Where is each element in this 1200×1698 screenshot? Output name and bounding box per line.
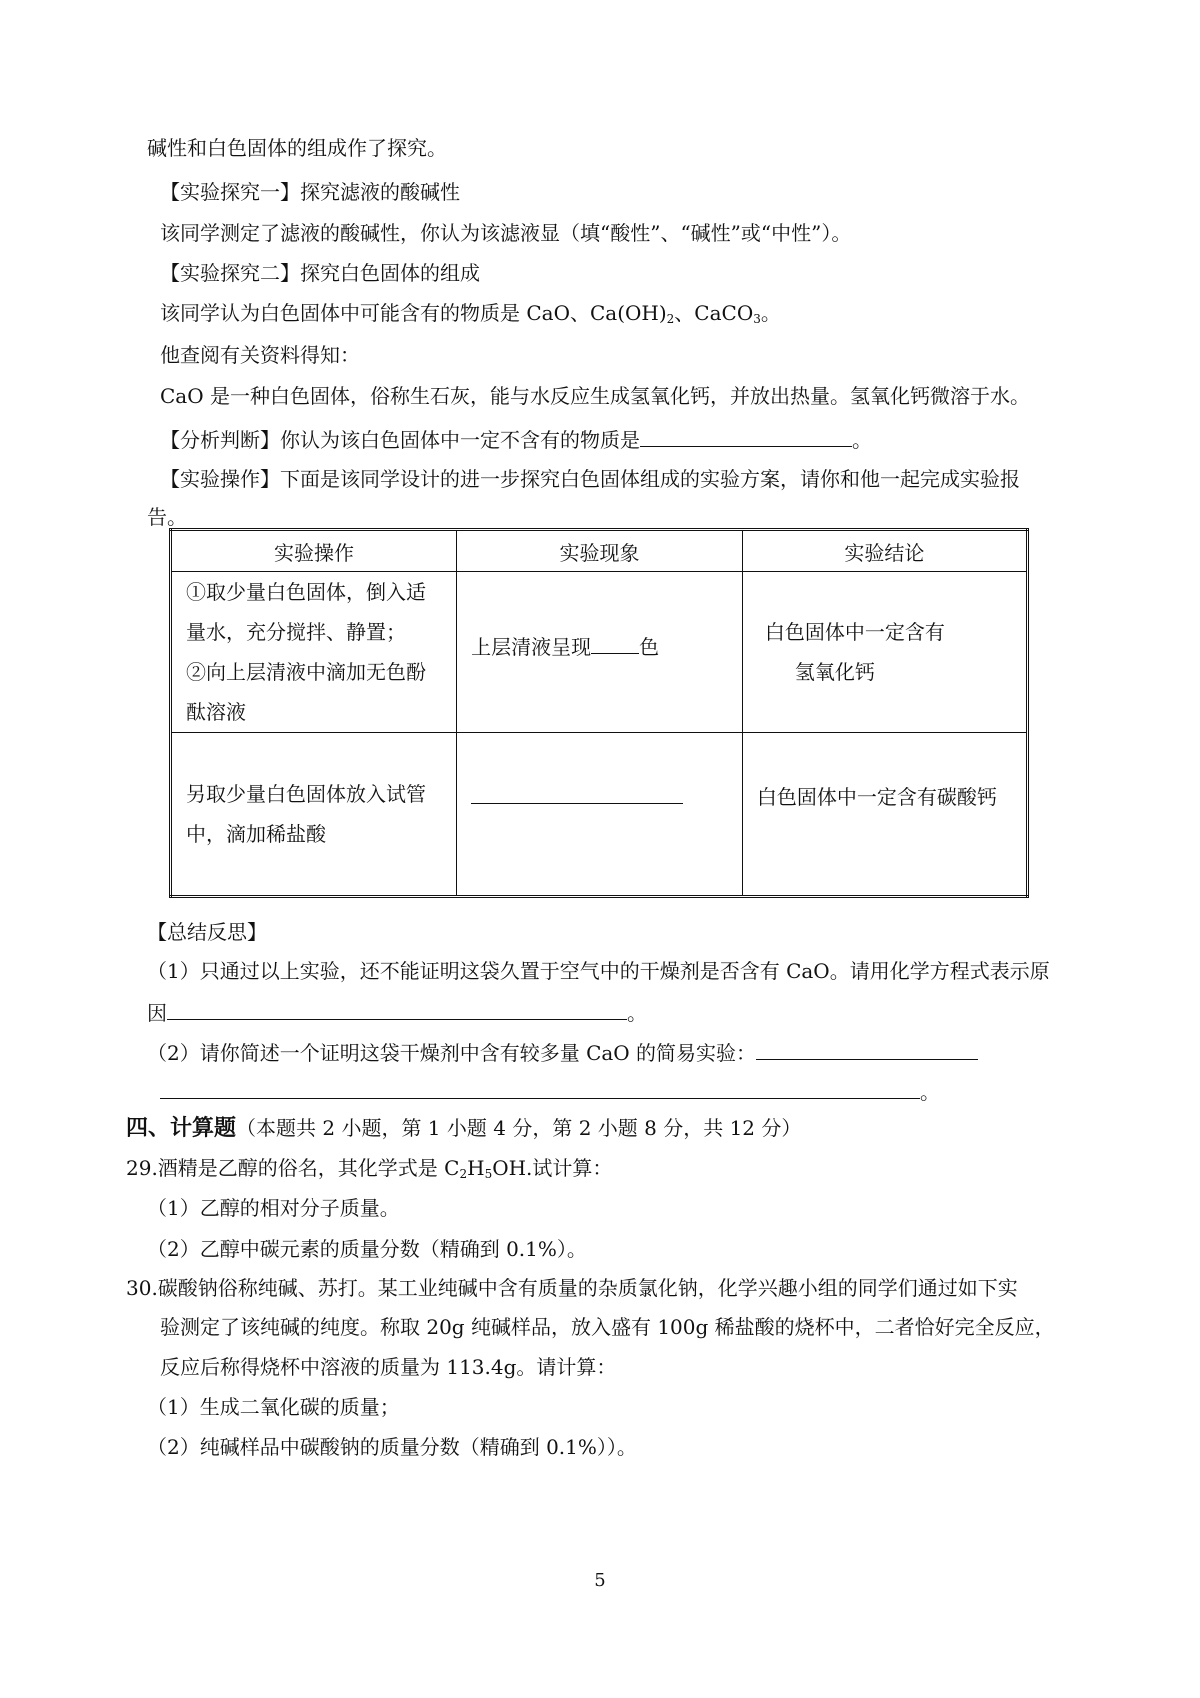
text-line: 【实验探究一】探究滤液的酸碱性 xyxy=(160,180,460,204)
answer-blank[interactable] xyxy=(471,781,683,804)
text-line-with-blank: 。 xyxy=(160,1076,940,1106)
text-line-formula: 该同学认为白色固体中可能含有的物质是 CaO、$Ca(OH)_2$、CaCO$_3$。 xyxy=(160,301,781,326)
summary-title: 【总结反思】 xyxy=(147,920,267,944)
table-header-cell: 实验现象 xyxy=(457,530,743,572)
text-line: （1）生成二氧化碳的质量； xyxy=(147,1395,400,1419)
answer-blank[interactable] xyxy=(640,424,852,447)
operation-cell: 另取少量白色固体放入试管 中，滴加稀盐酸 xyxy=(171,733,457,897)
text-line: （2）纯碱样品中碳酸钠的质量分数（精确到 0.1%））。 xyxy=(147,1435,637,1459)
operation-cell: ①取少量白色固体，倒入适 量水，充分搅拌、静置； ②向上层清液中滴加无色酚 酞溶液 xyxy=(171,572,457,733)
conclusion-cell: 白色固体中一定含有 氢氧化钙 xyxy=(742,572,1027,733)
table-header-row xyxy=(171,530,1028,572)
text-line: （1）乙醇的相对分子质量。 xyxy=(147,1196,400,1220)
text-line: （2）乙醇中碳元素的质量分数（精确到 0.1%）。 xyxy=(147,1237,587,1261)
text-line: 30.碳酸钠俗称纯碱、苏打。某工业纯碱中含有质量的杂质氯化钠，化学兴趣小组的同学们通过如下实 xyxy=(126,1276,1018,1300)
table-row xyxy=(171,733,1028,897)
text-line-with-blank: 【分析判断】你认为该白色固体中一定不含有的物质是 。 xyxy=(160,424,872,454)
text-line: 反应后称得烧杯中溶液的质量为 113.4g。请计算： xyxy=(160,1355,617,1379)
answer-blank[interactable] xyxy=(167,997,627,1020)
text-line: 碱性和白色固体的组成作了探究。 xyxy=(147,136,447,160)
table-header-cell: 实验结论 xyxy=(742,530,1027,572)
text-line: 验测定了该纯碱的纯度。称取 20g 纯碱样品，放入盛有 100g 稀盐酸的烧杯中，二者恰好完全反应， xyxy=(160,1315,1055,1339)
text-line-with-blank: 因 。 xyxy=(147,997,647,1027)
phenomenon-cell xyxy=(457,733,743,897)
conclusion-cell: 白色固体中一定含有碳酸钙 xyxy=(742,733,1027,897)
answer-blank[interactable] xyxy=(756,1037,978,1060)
answer-blank[interactable] xyxy=(591,631,639,654)
text-line: 【实验操作】下面是该同学设计的进一步探究白色固体组成的实验方案，请你和他一起完成实验报 xyxy=(160,467,1020,491)
answer-blank[interactable] xyxy=(160,1076,920,1099)
table-header-cell: 实验操作 xyxy=(171,530,457,572)
question-29-stem: 29.酒精是乙醇的俗名，其化学式是 $C_2H_5OH$.试计算： xyxy=(126,1156,613,1181)
text-line: （1）只通过以上实验，还不能证明这袋久置于空气中的干燥剂是否含有 CaO。请用化学方程式表示原 xyxy=(147,959,1050,983)
experiment-table xyxy=(169,528,1029,898)
text-line: 【实验探究二】探究白色固体的组成 xyxy=(160,261,480,285)
text-line: 他查阅有关资料得知： xyxy=(160,343,360,367)
text-line: 告。 xyxy=(147,505,187,529)
text-line: 该同学测定了滤液的酸碱性，你认为该滤液显（填“酸性”、“碱性”或“中性”）。 xyxy=(160,221,852,245)
text-line-with-blank: （2）请你简述一个证明这袋干燥剂中含有较多量 CaO 的简易实验： xyxy=(147,1037,978,1067)
phenomenon-cell: 上层清液呈现 色 xyxy=(457,572,743,733)
table-row xyxy=(171,572,1028,733)
page-number: 5 xyxy=(594,1570,606,1591)
section-heading: 四、计算题（本题共 2 小题，第 1 小题 4 分，第 2 小题 8 分，共 12 分） xyxy=(126,1115,802,1141)
text-line: CaO 是一种白色固体，俗称生石灰，能与水反应生成氢氧化钙，并放出热量。氢氧化钙微溶于水。 xyxy=(160,384,1030,408)
